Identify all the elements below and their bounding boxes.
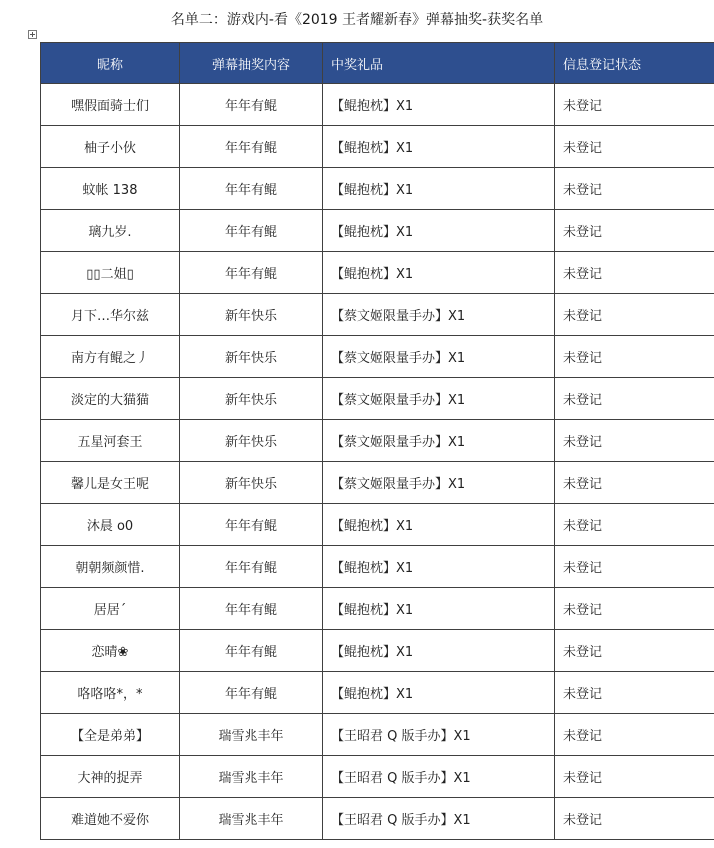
table-row <box>41 798 714 840</box>
table-row <box>41 336 714 378</box>
danmaku-content-cell: 瑞雪兆丰年 <box>180 714 323 756</box>
winners-table <box>40 42 714 840</box>
table-row <box>41 630 714 672</box>
prize-cell: 【鲲抱枕】X1 <box>323 168 555 210</box>
danmaku-content-cell: 年年有鲲 <box>180 210 323 252</box>
table-row <box>41 210 714 252</box>
prize-cell: 【蔡文姬限量手办】X1 <box>323 378 555 420</box>
danmaku-content-cell: 新年快乐 <box>180 336 323 378</box>
danmaku-content-cell: 年年有鲲 <box>180 630 323 672</box>
danmaku-content-cell: 年年有鲲 <box>180 84 323 126</box>
nickname-cell: 蚊帐 138 <box>41 168 180 210</box>
table-row <box>41 168 714 210</box>
nickname-cell: 居居´ <box>41 588 180 630</box>
prize-cell: 【鲲抱枕】X1 <box>323 84 555 126</box>
danmaku-content-cell: 年年有鲲 <box>180 588 323 630</box>
table-row <box>41 420 714 462</box>
nickname-cell: 咯咯咯*，* <box>41 672 180 714</box>
nickname-cell: 柚子小伙 <box>41 126 180 168</box>
table-row <box>41 378 714 420</box>
registration-status-cell: 未登记 <box>555 630 714 672</box>
registration-status-cell: 未登记 <box>555 588 714 630</box>
table-header-row <box>41 43 714 84</box>
prize-cell: 【王昭君 Q 版手办】X1 <box>323 714 555 756</box>
registration-status-cell: 未登记 <box>555 798 714 840</box>
column-header-danmaku-content: 弹幕抽奖内容 <box>180 43 323 84</box>
nickname-cell: 【全是弟弟】 <box>41 714 180 756</box>
nickname-cell: 璃九岁. <box>41 210 180 252</box>
danmaku-content-cell: 新年快乐 <box>180 420 323 462</box>
prize-cell: 【鲲抱枕】X1 <box>323 126 555 168</box>
danmaku-content-cell: 新年快乐 <box>180 294 323 336</box>
danmaku-content-cell: 新年快乐 <box>180 462 323 504</box>
nickname-cell: ▯▯二姐▯ <box>41 252 180 294</box>
registration-status-cell: 未登记 <box>555 462 714 504</box>
prize-cell: 【鲲抱枕】X1 <box>323 210 555 252</box>
danmaku-content-cell: 瑞雪兆丰年 <box>180 798 323 840</box>
prize-cell: 【王昭君 Q 版手办】X1 <box>323 798 555 840</box>
table-row <box>41 504 714 546</box>
registration-status-cell: 未登记 <box>555 504 714 546</box>
danmaku-content-cell: 年年有鲲 <box>180 672 323 714</box>
nickname-cell: 五星河套王 <box>41 420 180 462</box>
table-row <box>41 84 714 126</box>
registration-status-cell: 未登记 <box>555 756 714 798</box>
registration-status-cell: 未登记 <box>555 546 714 588</box>
registration-status-cell: 未登记 <box>555 336 714 378</box>
danmaku-content-cell: 年年有鲲 <box>180 504 323 546</box>
nickname-cell: 难道她不爱你 <box>41 798 180 840</box>
registration-status-cell: 未登记 <box>555 294 714 336</box>
table-row <box>41 672 714 714</box>
registration-status-cell: 未登记 <box>555 84 714 126</box>
danmaku-content-cell: 年年有鲲 <box>180 168 323 210</box>
nickname-cell: 嘿假面骑士们 <box>41 84 180 126</box>
prize-cell: 【鲲抱枕】X1 <box>323 504 555 546</box>
prize-cell: 【蔡文姬限量手办】X1 <box>323 294 555 336</box>
prize-cell: 【王昭君 Q 版手办】X1 <box>323 756 555 798</box>
danmaku-content-cell: 年年有鲲 <box>180 252 323 294</box>
table-row <box>41 714 714 756</box>
registration-status-cell: 未登记 <box>555 126 714 168</box>
prize-cell: 【蔡文姬限量手办】X1 <box>323 420 555 462</box>
column-header-nickname: 昵称 <box>41 43 180 84</box>
registration-status-cell: 未登记 <box>555 420 714 462</box>
nickname-cell: 月下…华尔兹 <box>41 294 180 336</box>
prize-cell: 【蔡文姬限量手办】X1 <box>323 336 555 378</box>
nickname-cell: 恋晴❀ <box>41 630 180 672</box>
registration-status-cell: 未登记 <box>555 714 714 756</box>
nickname-cell: 大神的捉弄 <box>41 756 180 798</box>
registration-status-cell: 未登记 <box>555 378 714 420</box>
registration-status-cell: 未登记 <box>555 672 714 714</box>
danmaku-content-cell: 年年有鲲 <box>180 126 323 168</box>
danmaku-content-cell: 瑞雪兆丰年 <box>180 756 323 798</box>
danmaku-content-cell: 新年快乐 <box>180 378 323 420</box>
registration-status-cell: 未登记 <box>555 252 714 294</box>
nickname-cell: 淡定的大猫猫 <box>41 378 180 420</box>
registration-status-cell: 未登记 <box>555 210 714 252</box>
column-header-prize: 中奖礼品 <box>323 43 555 84</box>
table-row <box>41 756 714 798</box>
nickname-cell: 馨儿是女王呢 <box>41 462 180 504</box>
table-row <box>41 126 714 168</box>
nickname-cell: 南方有鲲之丿 <box>41 336 180 378</box>
table-move-handle-icon[interactable] <box>28 30 37 39</box>
prize-cell: 【鲲抱枕】X1 <box>323 588 555 630</box>
table-row <box>41 294 714 336</box>
registration-status-cell: 未登记 <box>555 168 714 210</box>
danmaku-content-cell: 年年有鲲 <box>180 546 323 588</box>
column-header-registration-status: 信息登记状态 <box>555 43 714 84</box>
nickname-cell: 沐晨 o0 <box>41 504 180 546</box>
prize-cell: 【蔡文姬限量手办】X1 <box>323 462 555 504</box>
nickname-cell: 朝朝频颜惜. <box>41 546 180 588</box>
prize-cell: 【鲲抱枕】X1 <box>323 630 555 672</box>
table-row <box>41 546 714 588</box>
document-title: 名单二：游戏内-看《2019 王者耀新春》弹幕抽奖-获奖名单 <box>170 12 544 28</box>
table-row <box>41 462 714 504</box>
prize-cell: 【鲲抱枕】X1 <box>323 546 555 588</box>
table-row <box>41 588 714 630</box>
prize-cell: 【鲲抱枕】X1 <box>323 672 555 714</box>
prize-cell: 【鲲抱枕】X1 <box>323 252 555 294</box>
table-row <box>41 252 714 294</box>
